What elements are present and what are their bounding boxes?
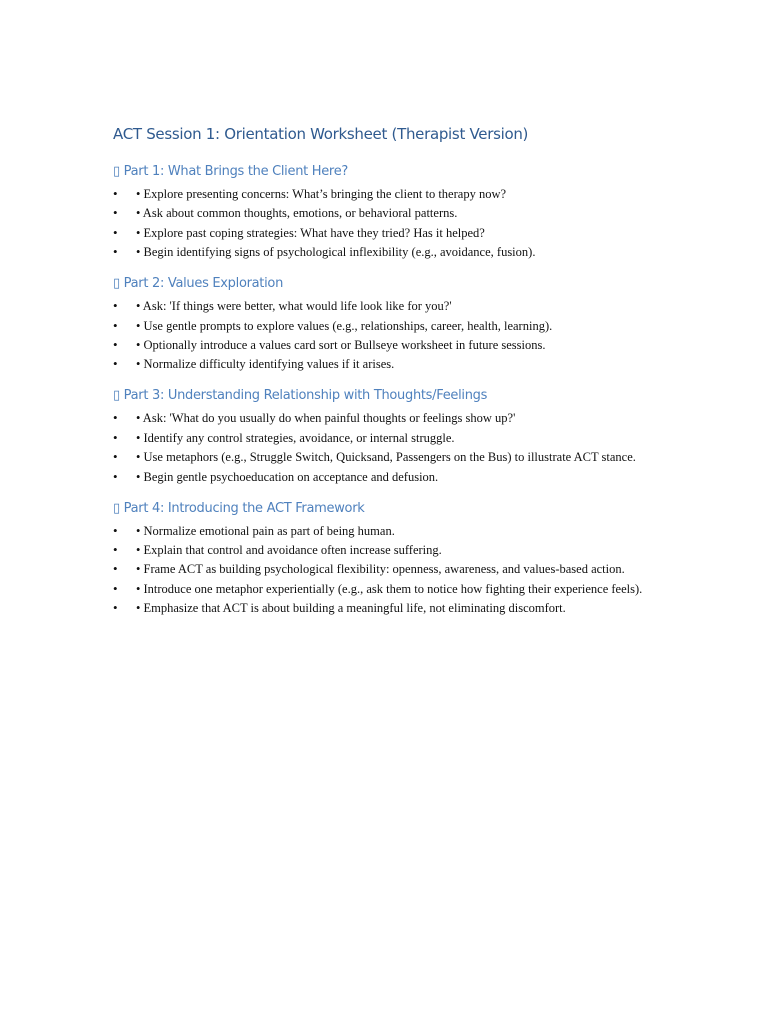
bullet-list bbox=[113, 185, 653, 261]
bullet-dot-icon: • bbox=[113, 205, 118, 221]
list-item bbox=[113, 429, 653, 447]
bullet-dot-icon: • bbox=[113, 356, 118, 372]
bullet-dot-icon: • bbox=[113, 336, 118, 352]
section-part-1 bbox=[113, 162, 653, 261]
list-item bbox=[113, 297, 653, 315]
list-item-text: • Optionally introduce a values card sort or Bullseye worksheet in future sessions. bbox=[136, 337, 546, 352]
bullet-dot-icon: • bbox=[113, 317, 118, 333]
section-heading: ▯ Part 3: Understanding Relationship with Thoughts/Feelings bbox=[113, 388, 488, 404]
bullet-dot-icon: • bbox=[113, 522, 118, 538]
list-item-text: • Explore past coping strategies: What have they tried? Has it helped? bbox=[136, 225, 485, 240]
section-part-3 bbox=[113, 386, 653, 485]
list-item bbox=[113, 224, 653, 242]
bullet-dot-icon: • bbox=[113, 468, 118, 484]
list-item-text: • Identify any control strategies, avoidance, or internal struggle. bbox=[136, 430, 455, 445]
list-item-text: • Normalize emotional pain as part of being human. bbox=[136, 523, 395, 538]
list-item-text: • Normalize difficulty identifying values if it arises. bbox=[136, 357, 395, 372]
bullet-dot-icon: • bbox=[113, 410, 118, 426]
list-item-text: • Use metaphors (e.g., Struggle Switch, Quicksand, Passengers on the Bus) to illustrate ACT stance. bbox=[136, 450, 636, 465]
list-item-text: • Begin identifying signs of psychological inflexibility (e.g., avoidance, fusion). bbox=[136, 245, 536, 260]
list-item bbox=[113, 468, 653, 486]
bullet-dot-icon: • bbox=[113, 449, 118, 465]
list-item-text: • Emphasize that ACT is about building a meaningful life, not eliminating discomfort. bbox=[136, 601, 566, 616]
bullet-dot-icon: • bbox=[113, 186, 118, 201]
section-heading: ▯ Part 1: What Brings the Client Here? bbox=[113, 164, 348, 179]
bullet-dot-icon: • bbox=[113, 541, 118, 557]
list-item bbox=[113, 522, 653, 540]
list-item bbox=[113, 317, 653, 335]
list-item bbox=[113, 185, 653, 203]
sections-container bbox=[113, 162, 653, 617]
list-item-text: • Frame ACT as building psychological flexibility: openness, awareness, and values-based action. bbox=[136, 562, 625, 577]
section-heading: ▯ Part 4: Introducing the ACT Framework bbox=[113, 500, 365, 516]
bullet-list bbox=[113, 409, 653, 485]
list-item-text: • Ask about common thoughts, emotions, or behavioral patterns. bbox=[136, 206, 458, 221]
list-item-text: • Ask: 'What do you usually do when painful thoughts or feelings show up?' bbox=[136, 411, 516, 426]
bullet-dot-icon: • bbox=[113, 429, 118, 445]
list-item bbox=[113, 541, 653, 559]
bullet-dot-icon: • bbox=[113, 224, 118, 240]
list-item bbox=[113, 204, 653, 222]
list-item-text: • Introduce one metaphor experientially (e.g., ask them to notice how fighting their experience feels). bbox=[136, 581, 643, 596]
bullet-dot-icon: • bbox=[113, 600, 118, 616]
list-item-text: • Ask: 'If things were better, what would life look like for you?' bbox=[136, 299, 452, 314]
list-item bbox=[113, 409, 653, 427]
section-part-4 bbox=[113, 499, 653, 618]
section-part-2 bbox=[113, 274, 653, 373]
list-item-text: • Explore presenting concerns: What’s bringing the client to therapy now? bbox=[136, 187, 507, 201]
section-heading: ▯ Part 2: Values Exploration bbox=[113, 276, 284, 292]
list-item bbox=[113, 560, 653, 578]
list-item bbox=[113, 448, 653, 466]
document-content bbox=[113, 122, 653, 630]
bullet-dot-icon: • bbox=[113, 580, 118, 596]
bullet-dot-icon: • bbox=[113, 244, 118, 260]
document-title: ACT Session 1: Orientation Worksheet (Therapist Version) bbox=[113, 125, 529, 143]
bullet-list bbox=[113, 297, 653, 373]
list-item bbox=[113, 336, 653, 354]
bullet-dot-icon: • bbox=[113, 298, 118, 314]
bullet-list bbox=[113, 522, 653, 618]
list-item bbox=[113, 580, 653, 598]
list-item-text: • Use gentle prompts to explore values (e.g., relationships, career, health, learning). bbox=[136, 318, 553, 333]
list-item bbox=[113, 355, 653, 373]
list-item-text: • Begin gentle psychoeducation on acceptance and defusion. bbox=[136, 469, 439, 484]
bullet-dot-icon: • bbox=[113, 561, 118, 577]
list-item bbox=[113, 599, 653, 617]
list-item-text: • Explain that control and avoidance often increase suffering. bbox=[136, 542, 442, 557]
list-item bbox=[113, 243, 653, 261]
